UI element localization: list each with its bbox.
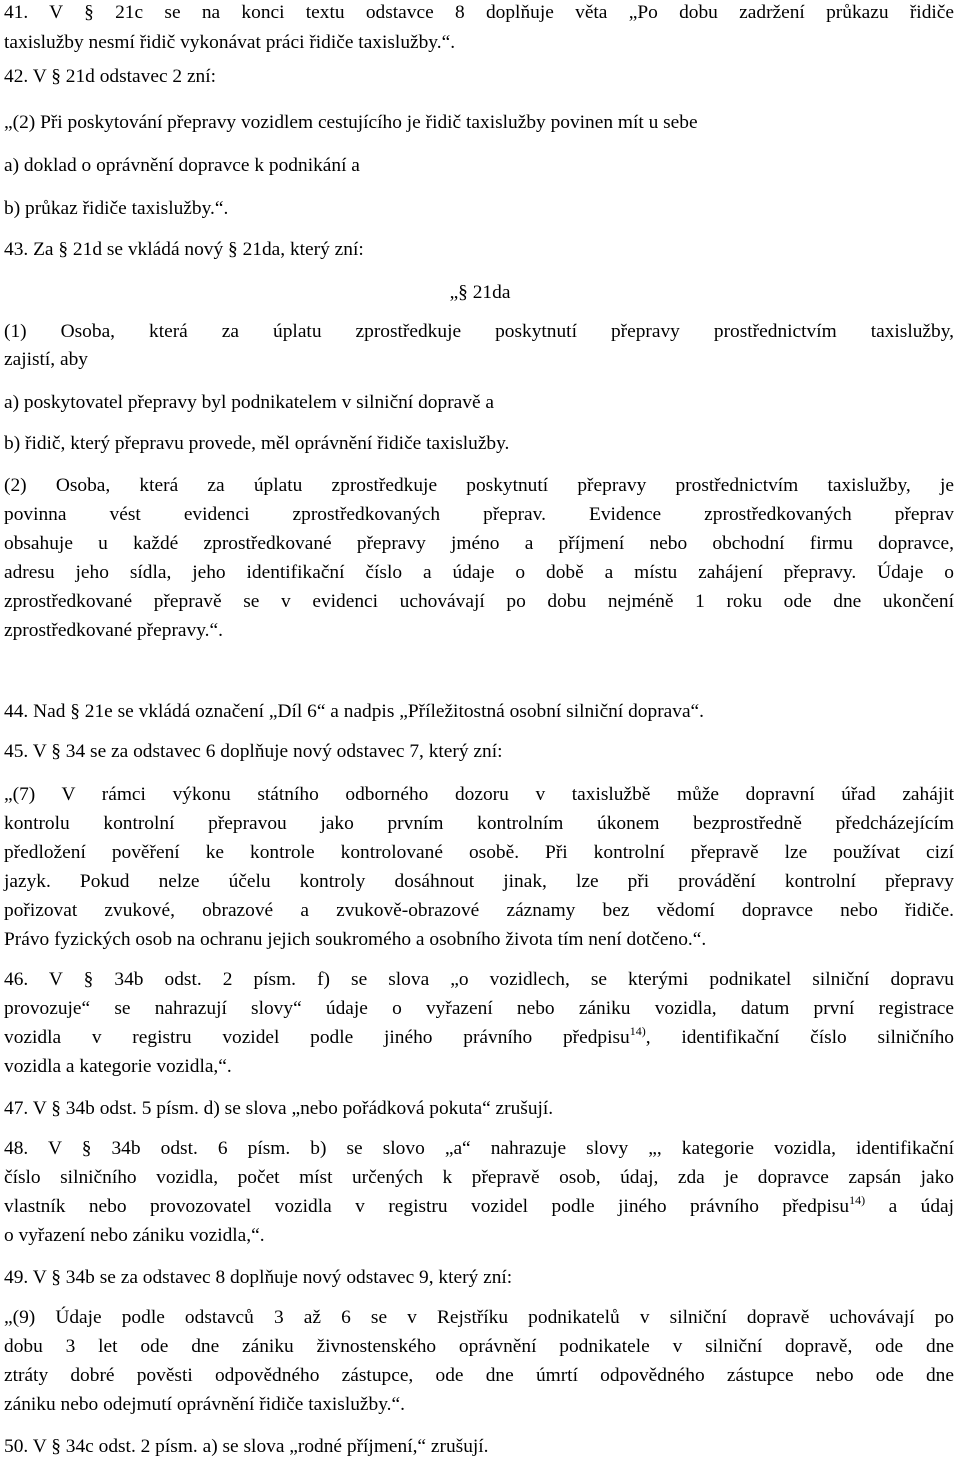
line-text: „(9) Údaje podle odstavců 3 až 6 se v Rejstříku podnikatelů v silniční dopravě uchovávají po xyxy=(4,1307,954,1328)
line-text: zprostředkované přepravě se v evidenci uchovávají po dobu nejméně 1 roku ode dne ukončení xyxy=(4,591,954,612)
text-line xyxy=(4,621,223,640)
line-text: „§ 21da xyxy=(449,282,511,303)
line-text: povinna vést evidenci zprostředkovaných přeprav. Evidence zprostředkovaných přeprav xyxy=(4,504,954,525)
line-text: 43. Za § 21d se vkládá nový § 21da, který zní: xyxy=(4,239,364,260)
line-text: o vyřazení nebo zániku vozidla,“. xyxy=(4,1225,265,1246)
text-line xyxy=(4,970,954,989)
line-text: dobu 3 let ode dne zániku živnostenského oprávnění podnikatele v silniční dopravě, ode dne xyxy=(4,1336,954,1357)
line-text: 48. V § 34b odst. 6 písm. b) se slovo „a“ nahrazuje slovy „, kategorie vozidla, identifikační xyxy=(4,1138,954,1159)
line-text: 42. V § 21d odstavec 2 zní: xyxy=(4,66,217,87)
text-line xyxy=(4,240,364,259)
text-line xyxy=(4,785,954,804)
line-text: taxislužby nesmí řidič vykonávat práci řidiče taxislužby.“. xyxy=(4,32,456,53)
text-line xyxy=(4,67,216,86)
text-line xyxy=(4,534,954,553)
line-text: a) doklad o oprávnění dopravce k podnikání a xyxy=(4,155,360,176)
line-text-tail: a údaj xyxy=(865,1196,955,1217)
line-text: předložení pověření ke kontrole kontrolované osobě. Při kontrolní přepravě lze používat cizí xyxy=(4,842,954,863)
text-line xyxy=(4,393,494,412)
text-line xyxy=(4,999,954,1018)
line-text: ztráty dobré pověsti odpovědného zástupce, ode dne úmrtí odpovědného zástupce nebo ode dne xyxy=(4,1365,954,1386)
line-text: zániku nebo odejmutí oprávnění řidiče taxislužby.“. xyxy=(4,1394,405,1415)
line-text: zajistí, aby xyxy=(4,349,89,370)
text-line xyxy=(4,33,455,52)
text-line xyxy=(4,3,954,22)
text-line xyxy=(4,1395,405,1414)
text-line xyxy=(4,350,88,369)
text-line xyxy=(4,843,954,862)
line-text: „(7) V rámci výkonu státního odborného dozoru v taxislužbě může dopravní úřad zahájit xyxy=(4,784,954,805)
text-line xyxy=(4,1057,232,1076)
line-text: jazyk. Pokud nelze účelu kontroly dosáhnout jinak, lze při provádění kontrolní přepravy xyxy=(4,871,954,892)
line-text: a) poskytovatel přepravy byl podnikatelem v silniční dopravě a xyxy=(4,392,495,413)
line-text: vlastník nebo provozovatel vozidla v registru vozidel podle jiného právního předpisu xyxy=(4,1196,850,1217)
text-line xyxy=(4,930,706,949)
line-text: číslo silničního vozidla, počet míst určených k přepravě osob, údaj, zda je dopravce zapsán jako xyxy=(4,1167,954,1188)
text-line xyxy=(4,1168,954,1187)
text-line xyxy=(4,1099,553,1118)
line-text: obsahuje u každé zprostředkované přepravy jméno a příjmení nebo obchodní firmu dopravce, xyxy=(4,533,954,554)
line-text: „(2) Při poskytování přepravy vozidlem cestujícího je řidič taxislužby povinen mít u sebe xyxy=(4,112,698,133)
line-text: 46. V § 34b odst. 2 písm. f) se slova „o vozidlech, se kterými podnikatel silniční dopravu xyxy=(4,969,954,990)
text-line xyxy=(4,1139,954,1158)
line-text: provozuje“ se nahrazují slovy“ údaje o vyřazení nebo zániku vozidla, datum první registrace xyxy=(4,998,954,1019)
line-text: 44. Nad § 21e se vkládá označení „Díl 6“ a nadpis „Příležitostná osobní silniční doprava“. xyxy=(4,701,705,722)
line-text: Právo fyzických osob na ochranu jejich soukromého a osobního života tím není dotčeno.“. xyxy=(4,929,707,950)
text-line xyxy=(4,476,954,495)
text-line xyxy=(4,434,509,453)
text-line xyxy=(4,1193,955,1217)
line-text-tail: , identifikační číslo silničního xyxy=(645,1027,954,1048)
text-line xyxy=(4,872,954,891)
text-line xyxy=(4,702,704,721)
line-text: 41. V § 21c se na konci textu odstavce 8 doplňuje věta „Po dobu zadržení průkazu řidiče xyxy=(4,2,954,23)
line-text: 47. V § 34b odst. 5 písm. d) se slova „nebo pořádková pokuta“ zrušují. xyxy=(4,1098,554,1119)
text-line xyxy=(4,199,228,218)
line-text: zprostředkované přepravy.“. xyxy=(4,620,223,641)
line-text: (1) Osoba, která za úplatu zprostředkuje poskytnutí přepravy prostřednictvím taxislužby, xyxy=(4,321,954,342)
text-line xyxy=(4,113,698,132)
text-line xyxy=(0,283,960,302)
footnote-ref: 14) xyxy=(629,1024,646,1038)
text-line xyxy=(4,563,954,582)
text-line xyxy=(4,322,954,341)
text-line xyxy=(4,814,954,833)
line-text: adresu jeho sídla, jeho identifikační číslo a údaje o době a místu zahájení přepravy. Údaje o xyxy=(4,562,954,583)
line-text: 50. V § 34c odst. 2 písm. a) se slova „rodné příjmení,“ zrušují. xyxy=(4,1436,489,1457)
footnote-ref: 14) xyxy=(849,1193,866,1207)
line-text: kontrolu kontrolní přepravou jako prvním kontrolním úkonem bezprostředně předcházejícím xyxy=(4,813,954,834)
text-line xyxy=(4,1337,954,1356)
text-line xyxy=(4,1437,489,1456)
text-line xyxy=(4,901,954,920)
text-line xyxy=(4,156,360,175)
text-line xyxy=(4,1308,954,1327)
text-line xyxy=(4,742,503,761)
text-line xyxy=(4,1024,954,1048)
line-text: pořizovat zvukové, obrazové a zvukově-obrazové záznamy bez vědomí dopravce nebo řidiče. xyxy=(4,900,954,921)
text-line xyxy=(4,1226,265,1245)
line-text: (2) Osoba, která za úplatu zprostředkuje poskytnutí přepravy prostřednictvím taxislužby, je xyxy=(4,475,954,496)
line-text: b) řidič, který přepravu provede, měl oprávnění řidiče taxislužby. xyxy=(4,433,510,454)
line-text: 49. V § 34b se za odstavec 8 doplňuje nový odstavec 9, který zní: xyxy=(4,1267,513,1288)
text-line xyxy=(4,1268,512,1287)
text-line xyxy=(4,592,954,611)
line-text: 45. V § 34 se za odstavec 6 doplňuje nový odstavec 7, který zní: xyxy=(4,741,503,762)
line-text: vozidla v registru vozidel podle jiného právního předpisu xyxy=(4,1027,630,1048)
text-line xyxy=(4,505,954,524)
text-line xyxy=(4,1366,954,1385)
line-text: vozidla a kategorie vozidla,“. xyxy=(4,1056,232,1077)
line-text: b) průkaz řidiče taxislužby.“. xyxy=(4,198,229,219)
